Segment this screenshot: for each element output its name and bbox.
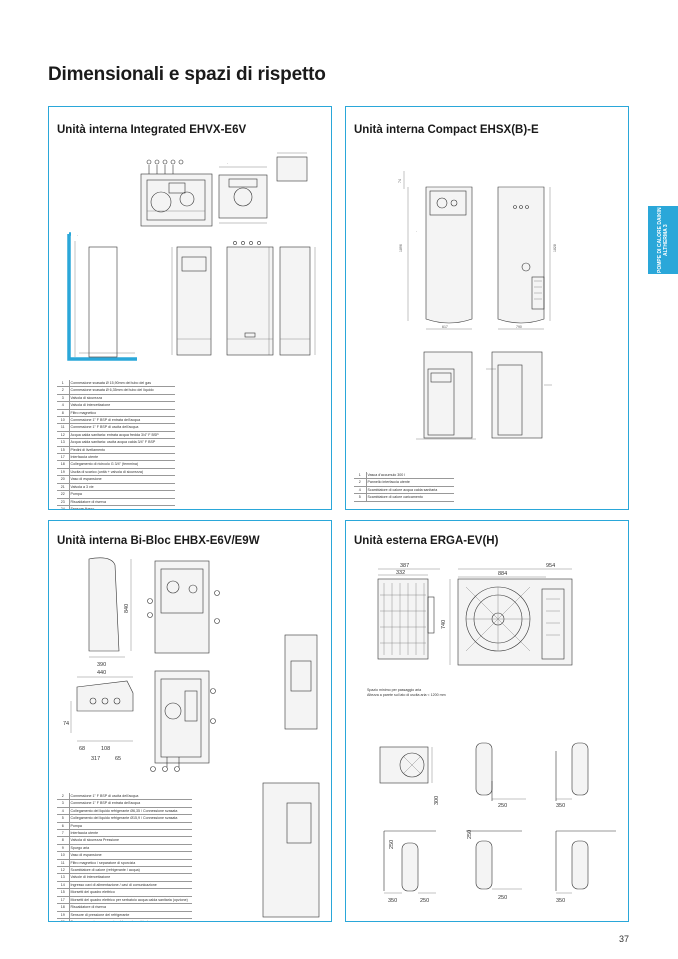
svg-text:74: 74 <box>63 721 70 727</box>
legend-row: 4 Scambiatore di calore acqua calda sanitaria <box>354 486 454 493</box>
panel-title: Unità interna Compact EHSX(B)-E <box>354 124 539 136</box>
legend-row: 1 Vasca d'accumulo 300 l <box>354 472 454 479</box>
legend-row: 5 Collegamento del liquido refrigerante Ø15,9 / Connessione svasata <box>57 815 192 822</box>
svg-text:250: 250 <box>467 829 473 839</box>
legend-row: 3 Connessione 1" F BSP di entrata dell'acqua <box>57 800 192 807</box>
legend-row: 5 Scambiatore di calore caricamento <box>354 494 454 501</box>
panel-title: Unità esterna ERGA-EV(H) <box>354 535 499 547</box>
svg-text:74: 74 <box>398 179 402 183</box>
legend-row: 11 Filtro magnetico / separatore di sporcizia <box>57 859 192 866</box>
section-side-tab <box>648 206 678 274</box>
legend-row: 10 Vaso di espansione <box>57 852 192 859</box>
airflow-note <box>367 688 446 698</box>
legend-row: 19 Uscita di scarico (unità + valvola di sicurezza) <box>57 468 175 475</box>
legend-row: 22 Pompa <box>57 491 175 498</box>
legend-row: 10 Connessione 1" F BSP di entrata dell'acqua <box>57 417 175 424</box>
legend-row: 8 Valvola di sicurezza Pressione <box>57 837 192 844</box>
legend-row: 15 Piedini di livellamento <box>57 446 175 453</box>
legend-row: 20 Sensore pressione acqua riscaldamento ambiente <box>57 918 192 922</box>
legend-row: 4 Valvola di intercettazione <box>57 402 175 409</box>
outdoor-unit-drawing <box>346 521 629 922</box>
legend-row: 12 Scambiatore di calore (refrigerante / acqua) <box>57 867 192 874</box>
legend-row: 20 Vaso di espansione <box>57 476 175 483</box>
svg-text:65: 65 <box>115 756 122 762</box>
legend-row: 3 Valvola di sicurezza <box>57 394 175 401</box>
legend-row: 2 Pannello interfaccia utente <box>354 479 454 486</box>
legend-row: 19 Sensore di pressione del refrigerante <box>57 911 192 918</box>
svg-text:884: 884 <box>498 571 508 577</box>
svg-text:740: 740 <box>441 619 447 629</box>
legend-row: 21 Valvola a 3 vie <box>57 483 175 490</box>
legend-row: 17 Interfaccia utente <box>57 454 175 461</box>
svg-text:350: 350 <box>556 803 566 809</box>
legend-row: 13 Acqua calda sanitaria: uscita acqua calda 3/4" F BSP <box>57 439 175 446</box>
svg-text:300: 300 <box>434 795 440 805</box>
svg-text:390: 390 <box>97 662 107 668</box>
svg-text:954: 954 <box>546 563 556 569</box>
legend-row: 24 Sensore flusso <box>57 505 175 510</box>
legend-row: 2 Connessione 1" F BSP di uscita dell'acqua <box>57 793 192 800</box>
legend-table <box>57 380 175 510</box>
svg-text:790: 790 <box>516 325 522 329</box>
legend-table <box>354 472 454 502</box>
svg-text:·: · <box>77 234 79 238</box>
legend-row: 14 Ingresso cavi di alimentazione / cavi di comunicazione <box>57 881 192 888</box>
svg-text:1896: 1896 <box>399 244 403 252</box>
svg-text:617: 617 <box>442 325 448 329</box>
legend-row: 7 Interfaccia utente <box>57 830 192 837</box>
svg-text:350: 350 <box>556 898 566 904</box>
legend-row: 1 Connessione svasata Ø 15,90mm del tubo del gas <box>57 380 175 387</box>
svg-text:317: 317 <box>91 756 101 762</box>
legend-row: 23 Riscaldatore di riserva <box>57 498 175 505</box>
svg-text:250: 250 <box>389 839 395 849</box>
airflow-note-line2: Altezza a parete sul lato di uscita aria < 1200 mm <box>367 693 446 698</box>
legend-row: 12 Acqua calda sanitaria: entrata acqua fredda 3/4" F BSP <box>57 431 175 438</box>
svg-text:250: 250 <box>420 898 430 904</box>
legend-row: 4 Collegamento del liquido refrigerante Ø6,35 / Connessione svasata <box>57 807 192 814</box>
panel-bibloc-ehbx <box>48 520 332 922</box>
airflow-note-line1: Spazio minimo per passaggio aria <box>367 688 422 692</box>
panel-title: Unità interna Bi-Bloc EHBX-E6V/E9W <box>57 535 260 547</box>
page-number: 37 <box>618 934 629 944</box>
legend-row: 17 Morsetti del quadro elettrico per serbatoio acqua calda sanitaria (opzione) <box>57 896 192 903</box>
svg-text:840: 840 <box>124 603 130 613</box>
svg-text:1828: 1828 <box>553 244 557 252</box>
page-title: Dimensionali e spazi di rispetto <box>48 64 326 85</box>
legend-table <box>57 793 192 922</box>
svg-text:332: 332 <box>396 570 406 576</box>
svg-text:·: · <box>227 162 229 166</box>
legend-row: 11 Connessione 1" F BSP di uscita dell'acqua <box>57 424 175 431</box>
legend-row: 18 Collegamento di ricircolo G 3/4" (femmina) <box>57 461 175 468</box>
legend-row: 2 Connessione svasata Ø 6,35mm del tubo del liquido <box>57 387 175 394</box>
svg-text:387: 387 <box>400 563 410 569</box>
side-tab-label: POMPE DI CALORE DAIKIN ALTHERMA 3 <box>657 207 669 273</box>
legend-row: 8 Filtro magnetico <box>57 409 175 416</box>
svg-text:68: 68 <box>79 746 86 752</box>
panel-outdoor-erga <box>345 520 629 922</box>
svg-text:108: 108 <box>101 746 111 752</box>
svg-text:350: 350 <box>388 898 398 904</box>
legend-row: 15 Morsetti del quadro elettrico <box>57 889 192 896</box>
legend-row: 6 Pompa <box>57 822 192 829</box>
svg-text:·: · <box>416 230 418 234</box>
svg-text:250: 250 <box>498 895 508 901</box>
svg-text:250: 250 <box>498 803 508 809</box>
legend-row: 18 Riscaldatore di riserva <box>57 904 192 911</box>
legend-row: 9 Spurgo aria <box>57 844 192 851</box>
legend-row: 13 Valvole di intercettazione <box>57 874 192 881</box>
compact-unit-drawing <box>346 107 629 510</box>
panel-compact-ehsx <box>345 106 629 510</box>
panel-integrated-ehvx <box>48 106 332 510</box>
panel-title: Unità interna Integrated EHVX-E6V <box>57 124 247 136</box>
svg-text:440: 440 <box>97 670 107 676</box>
